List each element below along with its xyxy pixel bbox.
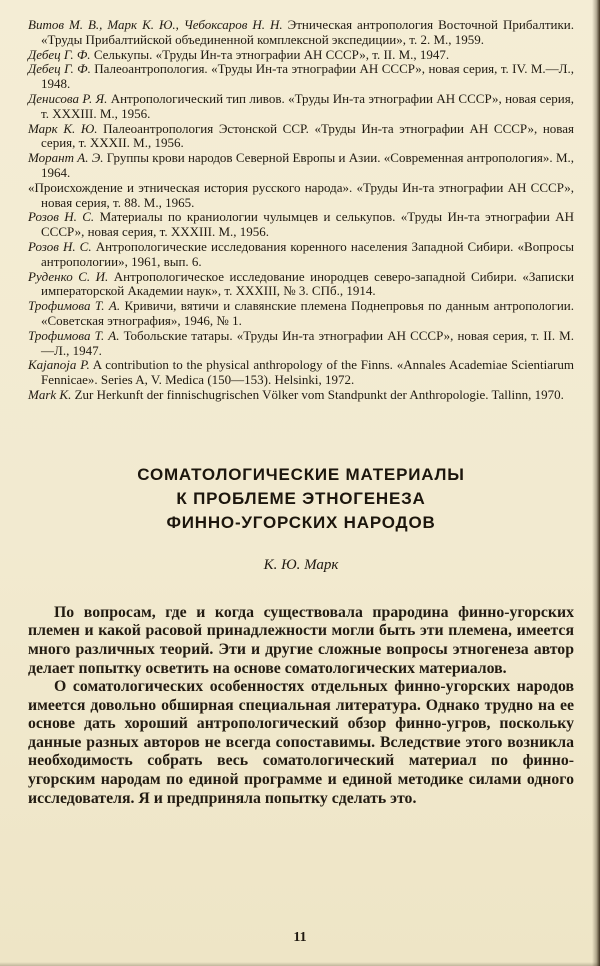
bib-text: Антропологический тип ливов. «Труды Ин-та этнографии АН СССР», новая серия, т. XXXIII. М., 1956. <box>41 90 574 121</box>
article-title-line: ФИННО-УГОРСКИХ НАРОДОВ <box>166 512 436 532</box>
bib-author: Розов Н. С. <box>28 238 92 254</box>
bib-author: Дебец Г. Ф. <box>28 61 91 77</box>
bib-author: Mark K. <box>28 386 72 402</box>
bibliography-entry <box>28 151 574 181</box>
article-paragraph: О соматологических особенностях отдельных финно-угорских народов имеется довольно обширная специальная литература. Однако трудно на ее основе дать хороший антропологический обзор финно-угров, поскольку данные разных авторов не всегда сопоставимы. Вследствие этого возникла необходимость собрать весь соматологический материал по финно-угорским народам по единой программе и единой методике силами одного исследователя. Я и предприняла попытку сделать это. <box>28 678 574 807</box>
bib-text: Антропологическое исследование инородцев северо-западной Сибири. «Записки императорской Академии наук», т. XXXIII, № 3. СПб., 1914. <box>41 268 574 299</box>
bibliography-entry <box>28 210 574 240</box>
bib-author: Kajanoja P. <box>28 357 90 373</box>
bib-text: Палеоантропология Эстонской ССР. «Труды Ин-та этнографии АН СССР», новая серия, т. XXXII. М., 1956. <box>41 120 574 151</box>
bib-text: Zur Herkunft der finnischugrischen Völker vom Standpunkt der Anthropologie. Tallinn, 1970. <box>71 386 564 402</box>
bibliography-entry <box>28 329 574 359</box>
bib-author: Денисова Р. Я. <box>28 90 108 106</box>
bib-text: Селькупы. «Труды Ин-та этнографии АН СССР», т. II. М., 1947. <box>90 46 450 62</box>
bib-text: Этническая антропология Восточной Прибалтики. «Труды Прибалтийской объединенной комплексной экспедиции», т. 2. М., 1959. <box>41 17 574 47</box>
bibliography-entry <box>28 388 574 403</box>
article-body <box>28 604 574 809</box>
bib-text: Палеоантропология. «Труды Ин-та этнографии АН СССР», новая серия, т. IV. М.—Л., 1948. <box>41 61 574 92</box>
article-title <box>28 463 574 535</box>
bibliography-entry <box>28 122 574 152</box>
article-author: К. Ю. Марк <box>263 556 339 573</box>
bibliography-entry <box>28 240 574 270</box>
bib-author: Марк К. Ю. <box>28 120 98 136</box>
bib-author: Витов М. В., Марк К. Ю., Чебоксаров Н. Н. <box>28 17 283 32</box>
article-title-line: СОМАТОЛОГИЧЕСКИЕ МАТЕРИАЛЫ <box>137 464 465 484</box>
page-number: 11 <box>293 930 307 945</box>
bib-author: Морант А. Э. <box>28 150 104 166</box>
bib-text: Группы крови народов Северной Европы и Азии. «Современная антропология». М., 1964. <box>41 150 575 180</box>
bib-text: Материалы по краниологии чулымцев и селькупов. «Труды Ин-та этнографии АН СССР», новая серия, т. XXXIII. М., 1956. <box>41 209 574 240</box>
bib-text: Антропологические исследования коренного населения Западной Сибири. «Вопросы антропологии», 1961, вып. 6. <box>41 238 574 269</box>
bibliography-entry <box>28 299 574 329</box>
bib-text: Кривичи, вятичи и славянские племена Поднепровья по данным антропологии. «Советская этнография», 1946, № 1. <box>41 298 574 328</box>
bibliography-list <box>28 18 574 403</box>
bibliography-entry <box>28 18 574 48</box>
scan-edge-shadow-bottom <box>0 962 600 966</box>
bibliography-entry <box>28 62 574 92</box>
bibliography-entry <box>28 48 574 63</box>
bib-text: A contribution to the physical anthropology of the Finns. «Annales Academiae Scientiarum Fennicae». Series A, V. Medica (150—153). Helsinki, 1972. <box>41 357 574 388</box>
bib-author: Розов Н. С. <box>28 209 95 225</box>
scan-edge-shadow <box>592 0 600 966</box>
bibliography-entry <box>28 358 574 388</box>
article-paragraph: По вопросам, где и когда существовала прародина финно-угорских племен и какой расовой принадлежности могли быть эти племена, имеется много различных теорий. Эти и другие сложные вопросы этногенеза автор делает попытку осветить на основе соматологических материалов. <box>28 603 574 677</box>
bib-author: Трофимова Т. А. <box>28 327 120 343</box>
article-title-line: К ПРОБЛЕМЕ ЭТНОГЕНЕЗА <box>176 488 426 508</box>
bib-author: Дебец Г. Ф. <box>28 46 91 62</box>
bibliography-entry <box>28 92 574 122</box>
bib-text: «Происхождение и этническая история русского народа». «Труды Ин-та этнографии АН СССР», новая серия, т. 88. М., 1965. <box>28 179 574 210</box>
bibliography-entry <box>28 270 574 300</box>
bibliography-entry <box>28 181 574 211</box>
bib-author: Трофимова Т. А. <box>28 298 121 314</box>
bib-author: Руденко С. И. <box>28 268 109 284</box>
bib-text: Тобольские татары. «Труды Ин-та этнографии АН СССР», новая серия, т. II. М.—Л., 1947. <box>41 327 574 358</box>
